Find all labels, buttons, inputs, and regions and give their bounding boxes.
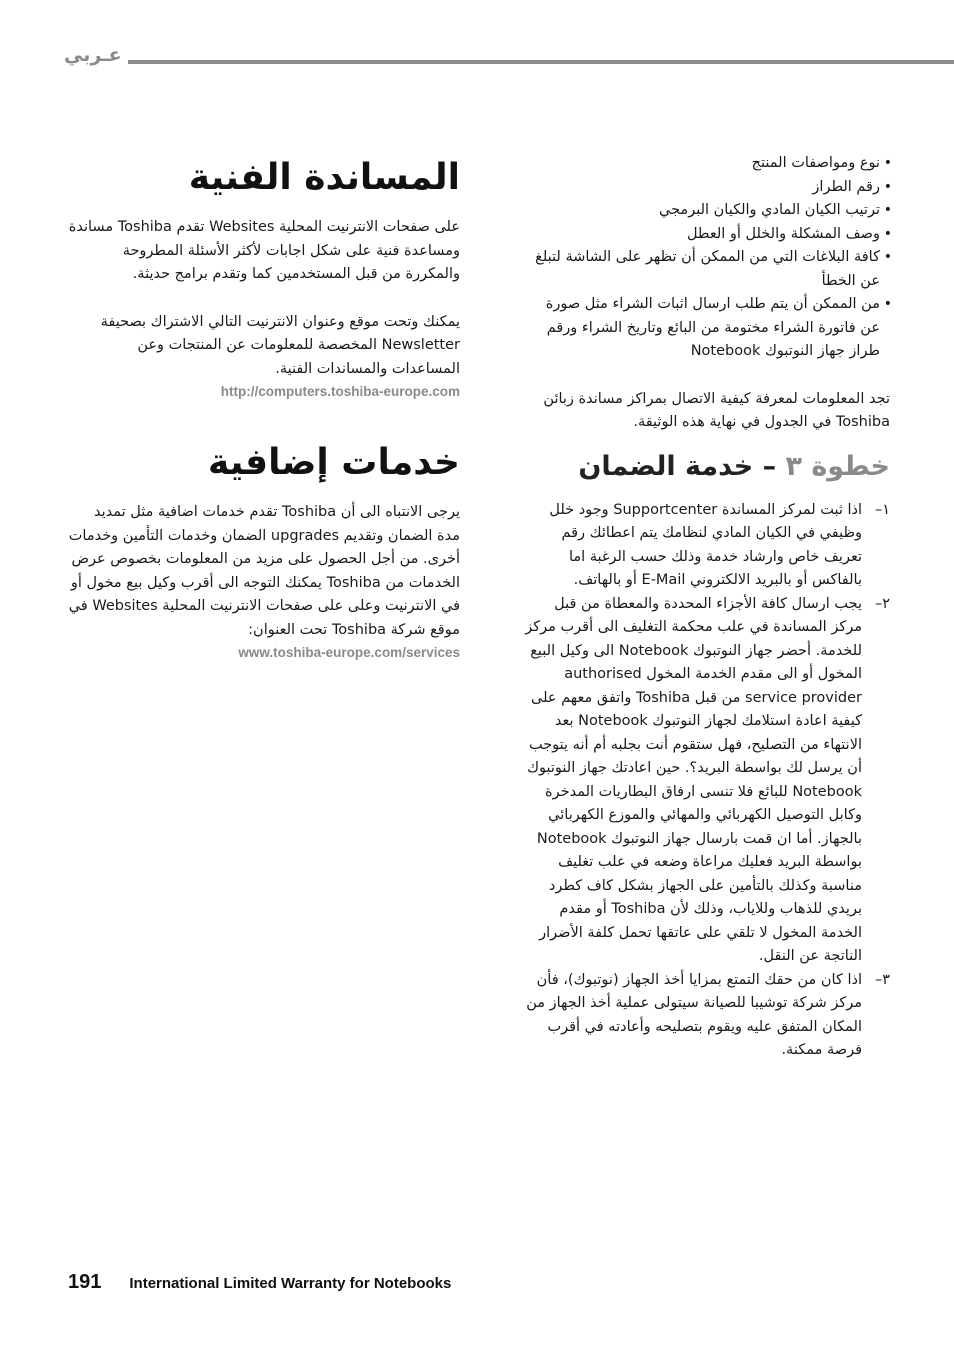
support-paragraph-2: يمكنك وتحت موقع وعنوان الانترنيت التالي الاشتراك بصحيفة Newsletter المخصصة للمعلومات عن المنتجات وعن المساعدات والمساندات الفنية. bbox=[100, 313, 460, 377]
step-item-text: يجب ارسال كافة الأجزاء المحددة والمعطاة من قبل مركز المساندة في علب محكمة التغليف الى أقرب مركز للخدمة. أحضر جهاز النوتبوك Notebook الى وكيل البيع المخول أو الى مقدم الخدمة المخول authorised service provider من قبل Toshiba واتفق معهم على كيفية اعادة استلامك لجهاز النوتبوك Notebook بعد الانتهاء من التصليح، فهل ستقوم أنت بجلبه أم أنه يتوجب أن يرسل لك بواسطة البريد؟. حين اعادتك جهاز النوتبوك Notebook للبائع فلا تنسى ارفاق البطاريات المدخرة وكابل التوصيل الكهربائي والمهائي والموزع الكهربائي بالجهاز. أما ان قمت بارسال جهاز النوتبوك Notebook بواسطة البريد فعليك مراعاة وضعه في علب تغليف مناسبة وكذلك بالتأمين على الجهاز بشكل كاف كطرد بريدي للذهاب وللاياب، وذلك لأن Toshiba أو مقدم الخدمة المخول لا تلقي على عاتقها تحمل كلفة الأضرار الناتجة عن النقل. bbox=[525, 595, 862, 964]
support-heading: المساندة الفنية bbox=[188, 157, 460, 198]
support-paragraph-1: على صفحات الانترنيت المحلية Websites تقدم Toshiba مساندة ومساعدة فنية على شكل اجابات لأكثر الأسئلة المطروحة والمكررة من قبل المستخدمين كما وتقدم برامج حديثة. bbox=[68, 219, 460, 282]
page-number: 191 bbox=[68, 1271, 102, 1293]
support-url-link[interactable]: http://computers.toshiba-europe.com bbox=[220, 384, 460, 399]
step3-heading bbox=[494, 447, 890, 487]
list-item: • كافة البلاغات التي من الممكن أن تظهر على الشاشة لتبلغ عن الخطأ bbox=[522, 246, 890, 293]
required-info-list bbox=[494, 152, 890, 364]
services-paragraph: يرجى الانتباه الى أن Toshiba تقدم خدمات اضافية مثل تمديد مدة الضمان وتقديم upgrades الضمان وخدمات التأمين وخدمات أخرى. من أجل الحصول على مزيد من المعلومات بخصوص عرض الخدمات من Toshiba يمكنك التوجه الى أقرب وكيل بيع مخول أو في الانترنيت وعلى على صفحات الانترنيت المحلية Websites في موقع شركة Toshiba تحت العنوان: bbox=[68, 504, 460, 638]
list-item bbox=[522, 593, 890, 969]
step-item-number: ٢– bbox=[874, 595, 890, 612]
list-item bbox=[522, 969, 890, 1063]
header-rule bbox=[128, 60, 954, 64]
footer-title: International Limited Warranty for Notebooks bbox=[129, 1275, 452, 1292]
contact-note: تجد المعلومات لمعرفة كيفية الاتصال بمراكز مساندة زبائن Toshiba في الجدول في نهاية هذه الوثيقة. bbox=[543, 390, 890, 430]
warranty-steps-list bbox=[494, 499, 890, 1063]
step-dash: – bbox=[753, 450, 786, 482]
step-label: خطوة ٣ bbox=[785, 450, 890, 482]
services-url-link[interactable]: www.toshiba-europe.com/services bbox=[238, 645, 460, 660]
list-item: • نوع ومواصفات المنتج bbox=[522, 152, 890, 176]
list-item: • ترتيب الكيان المادي والكيان البرمجي bbox=[522, 199, 890, 223]
step-item-number: ٣– bbox=[874, 971, 890, 988]
page-footer bbox=[68, 1271, 451, 1294]
language-label: عـربي bbox=[64, 44, 122, 66]
step-title: خدمة الضمان bbox=[578, 450, 754, 482]
left-column bbox=[68, 152, 460, 664]
step-item-text: اذا ثبت لمركز المساندة Supportcenter وجود خلل وظيفي في الكيان المادي لنظامك يتم اعطائك رقم تعريف خاص وارشاد خدمة وذلك حسب الرغبة اما بالفاكس أو بالبريد الالكتروني E-Mail أو بالهاتف. bbox=[549, 501, 862, 588]
step-item-text: اذا كان من حقك التمتع بمزايا أخذ الجهاز (نوتبوك)، فأن مركز شركة توشيبا للصيانة سيتولى عملية أخذ الجهاز من المكان المتفق عليه ويقوم بتصليحه وأعادته في أقرب فرصة ممكنة. bbox=[526, 971, 862, 1058]
list-item: • من الممكن أن يتم طلب ارسال اثبات الشراء مثل صورة عن فاتورة الشراء مختومة من البائع وتاريخ الشراء ورقم طراز جهاز النوتبوك Notebook bbox=[522, 293, 890, 364]
list-item: • وصف المشكلة والخلل أو العطل bbox=[522, 223, 890, 247]
services-heading: خدمات إضافية bbox=[208, 442, 460, 483]
list-item: • رقم الطراز bbox=[522, 176, 890, 200]
list-item bbox=[522, 499, 890, 593]
right-column bbox=[494, 152, 890, 1063]
step-item-number: ١– bbox=[874, 501, 890, 518]
